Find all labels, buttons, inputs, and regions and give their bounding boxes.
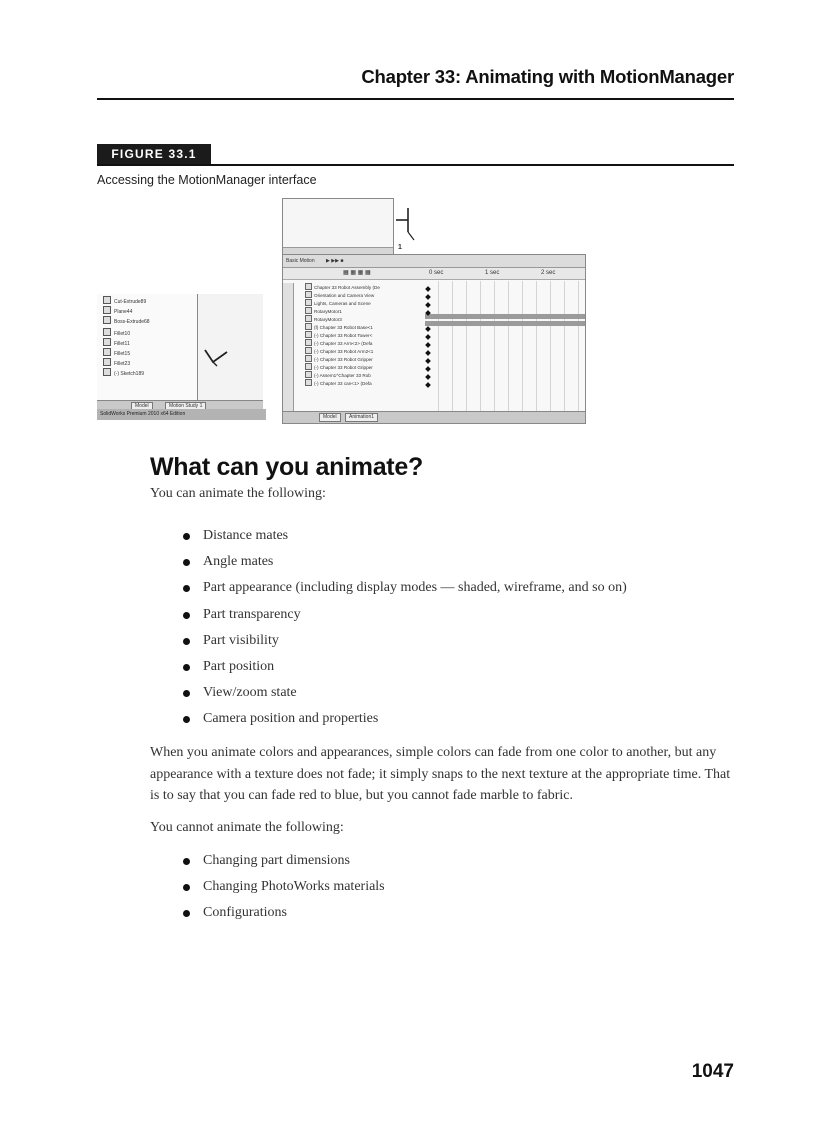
motion-tree-item[interactable]: (-) Chapter 33 Robot Arm2<1 [305, 347, 373, 355]
appearance-paragraph: When you animate colors and appearances, simple colors can fade from one color to another, but any appearance with a texture does not fade; it simply snaps to the next texture at the appropriate time. That is to say that you can fade red to blue, but you cannot fade marble to fabric. [150, 745, 731, 803]
intro-cannot: You cannot animate the following: [150, 820, 344, 835]
list-item: Part position [172, 654, 627, 680]
tree-item[interactable]: Fillet11 [103, 338, 130, 348]
can-animate-list [172, 523, 627, 733]
part-icon [305, 363, 312, 370]
camera-icon [305, 291, 312, 298]
tree-item[interactable]: Fillet23 [103, 358, 130, 368]
part-icon [305, 347, 312, 354]
tree-item[interactable]: Plane44 [103, 306, 132, 316]
play-icon[interactable]: ▶ ▶▶ ■ [326, 258, 344, 264]
part-icon [305, 331, 312, 338]
motion-tree-item[interactable]: (-) Chapter 33 Arm<2> (Defa [305, 339, 372, 347]
running-head: Chapter 33: Animating with MotionManager [361, 66, 734, 87]
motionmanager-panel [282, 254, 586, 424]
tree-item[interactable]: Fillet10 [103, 328, 130, 338]
section-title: What can you animate? [150, 453, 423, 481]
tree-item[interactable]: Boss-Extrude68 [103, 316, 150, 326]
axis-triad-icon [390, 200, 420, 244]
timeline-grid[interactable] [425, 281, 585, 411]
part-icon [305, 371, 312, 378]
motion-tree-item[interactable]: (-) Chapter 33 can<1> (Defa [305, 379, 372, 387]
list-item: Part transparency [172, 602, 627, 628]
page-number: 1047 [691, 1061, 734, 1082]
fillet-icon [103, 358, 111, 366]
motion-tree-item[interactable]: Orientation and Camera View [305, 291, 374, 299]
feature-icon [103, 296, 111, 304]
timeline-label: 0 sec [429, 270, 444, 276]
assembly-icon [305, 283, 312, 290]
figure-rule [97, 164, 734, 166]
motion-tree-item[interactable]: RotaryMotor1 [305, 307, 342, 315]
list-item: Part visibility [172, 628, 627, 654]
list-item: View/zoom state [172, 680, 627, 706]
tab-model[interactable]: Model [319, 413, 341, 422]
intro-can: You can animate the following: [150, 486, 326, 501]
lights-icon [305, 299, 312, 306]
fillet-icon [103, 338, 111, 346]
motion-tree-item[interactable]: (-) Chapter 33 Robot Tower< [305, 331, 372, 339]
cannot-animate-list [172, 848, 385, 927]
motion-tree-item[interactable]: (-) Assem1^Chapter 33 Rob [305, 371, 371, 379]
graphics-area [282, 198, 394, 256]
figure-tag: FIGURE 33.1 [97, 144, 211, 164]
motor-icon [305, 307, 312, 314]
vertical-scrollbar[interactable] [283, 283, 294, 411]
motion-tree-item[interactable]: Lights, Cameras and Scene [305, 299, 371, 307]
motor-icon [305, 315, 312, 322]
part-icon [305, 355, 312, 362]
bottom-tab-bar [283, 411, 585, 423]
list-item: Camera position and properties [172, 706, 627, 732]
part-icon [305, 379, 312, 386]
list-item: Part appearance (including display modes — shaded, wireframe, and so on) [172, 575, 627, 601]
tab-animation[interactable]: Animation1 [345, 413, 378, 422]
motor-timeline-bar[interactable] [425, 314, 585, 319]
list-item: Configurations [172, 900, 385, 926]
motion-tree-item[interactable]: (-) Chapter 33 Robot Gripper [305, 355, 373, 363]
part-icon [305, 339, 312, 346]
sketch-icon [103, 368, 111, 376]
plane-icon [103, 306, 111, 314]
filter-icons[interactable]: ▦ ▦ ▦ ▦ [343, 270, 371, 276]
fillet-icon [103, 328, 111, 336]
motion-tree-item[interactable]: RotaryMotor3 [305, 315, 342, 323]
timeline-label: 2 sec [541, 270, 556, 276]
list-item: Changing part dimensions [172, 848, 385, 874]
motion-tree-item[interactable]: Chapter 33 Robot Assembly (De [305, 283, 380, 291]
motion-toolbar [283, 255, 585, 268]
figure-caption: Accessing the MotionManager interface [97, 173, 317, 187]
feature-tree [97, 294, 198, 401]
part-icon [305, 323, 312, 330]
tab-model[interactable]: Model [131, 402, 153, 411]
header-rule [97, 98, 734, 100]
fillet-icon [103, 348, 111, 356]
motion-tree-item[interactable]: (-) Chapter 33 Robot Gripper [305, 363, 373, 371]
tree-item[interactable]: (-) Sketch189 [103, 368, 144, 378]
timeline-label: 1 sec [485, 270, 500, 276]
callout-number: 1 [398, 244, 402, 251]
list-item: Distance mates [172, 523, 627, 549]
list-item: Angle mates [172, 549, 627, 575]
tree-item[interactable]: Cut-Extrude89 [103, 296, 146, 306]
feature-icon [103, 316, 111, 324]
tab-motion-study[interactable]: Motion Study 1 [165, 402, 206, 411]
list-item: Changing PhotoWorks materials [172, 874, 385, 900]
motor-timeline-bar[interactable] [425, 321, 585, 326]
tree-item[interactable]: Fillet15 [103, 348, 130, 358]
study-type-select[interactable]: Basic Motion [286, 258, 315, 264]
triad-icon [201, 344, 233, 370]
status-bar: SolidWorks Premium 2010 x64 Edition [97, 409, 266, 420]
motion-tree-item[interactable]: (f) Chapter 33 Robot Base<1 [305, 323, 373, 331]
